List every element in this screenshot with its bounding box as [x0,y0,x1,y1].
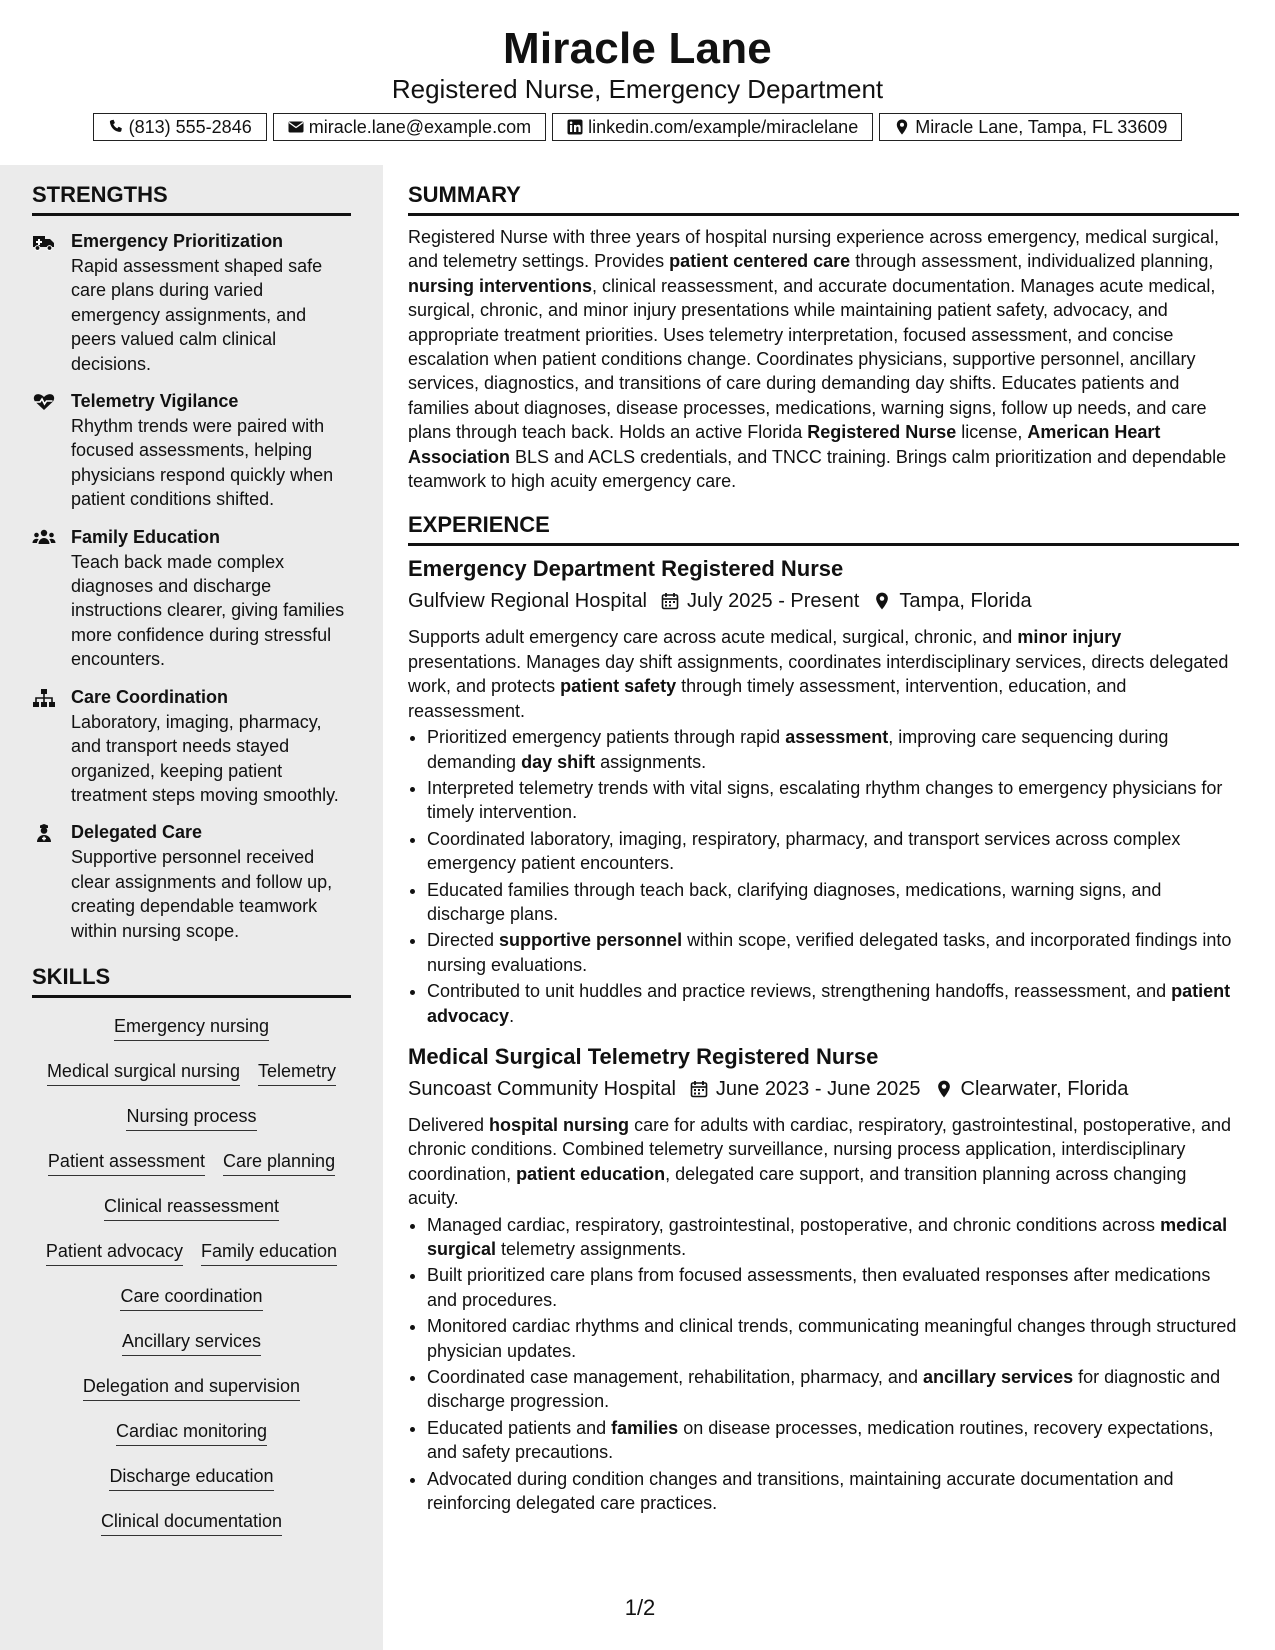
text-run: within scope, verified delegated tasks, and incorporated findings into nursing evaluations. [427,930,1232,975]
heartbeat-icon [32,392,56,412]
strength-desc: Rhythm trends were paired with focused assessments, helping physicians respond quickly when patient conditions shifted. [71,416,334,510]
skill-row [32,1501,351,1546]
text-run: through assessment, individualized planning, [850,251,1214,272]
strength-item [32,524,351,672]
skill-row [32,1231,351,1276]
skill-tag: Patient assessment [48,1149,205,1176]
text-run: telemetry assignments. [496,1239,687,1259]
skill-row [32,1141,351,1186]
contact-email-text: miracle.lane@example.com [308,116,532,137]
job-employer: Suncoast Community Hospital [408,1077,676,1100]
strength-title: Delegated Care [71,822,203,843]
skill-row [32,1456,351,1501]
skill-row [32,1276,351,1321]
emphasis-text: patient education [516,1163,666,1184]
job-location: Clearwater, Florida [960,1077,1129,1100]
text-run: Interpreted telemetry trends with vital signs, escalating rhythm changes to emergency physicians for timely intervention. [427,777,1223,823]
text-run: . [509,1005,515,1026]
emphasis-text: assessment [785,727,889,748]
text-run: presentations. Manages day shift assignments, coordinates interdisciplinary services, directs delegated work, and protects [408,651,1229,697]
skill-tag: Nursing process [126,1104,256,1131]
contact-linkedin[interactable] [552,113,873,141]
map-pin-icon [935,1080,953,1098]
bullet-item [427,827,1239,876]
emphasis-text: nursing interventions [408,275,593,296]
contact-phone[interactable] [93,113,267,141]
emphasis-text: ancillary services [922,1367,1074,1388]
strength-item [32,388,351,512]
skill-tag: Clinical documentation [101,1509,282,1536]
candidate-name: Miracle Lane [503,24,772,73]
text-run: for diagnostic and discharge progression. [427,1367,1221,1412]
bullet-item [427,878,1239,927]
text-run: Monitored cardiac rhythms and clinical trends, communicating meaningful changes through structured physician updates. [427,1316,1237,1361]
strength-item [32,228,351,376]
summary-heading: SUMMARY [408,181,1239,216]
skill-row [32,1186,351,1231]
text-run: , delegated care support, and transition planning across changing acuity. [408,1163,1187,1209]
text-run: Educated families through teach back, clarifying diagnoses, medications, warning signs, and discharge plans. [427,879,1162,924]
skill-row [32,1321,351,1366]
skill-tag: Emergency nursing [114,1014,269,1041]
strength-title: Emergency Prioritization [71,231,284,251]
job-bullets [408,725,1239,1028]
strength-desc: Laboratory, imaging, pharmacy, and transport needs stayed organized, keeping patient treatment steps moving smoothly. [71,711,339,805]
contact-bar [0,113,1275,141]
job-summary [408,1113,1239,1211]
text-run: care for adults with cardiac, respiratory, gastrointestinal, postoperative, and chronic conditions. Combined telemetry surveillance, nursing process application, interdisciplinary coordination, [408,1114,1232,1184]
map-pin-icon [894,119,910,135]
text-run: Advocated during condition changes and transitions, maintaining accurate documentation and reinforcing delegated care practices. [427,1468,1174,1514]
text-run: Built prioritized care plans from focused assessments, then evaluated responses after medications and procedures. [427,1265,1211,1310]
job-entry [408,1042,1239,1516]
text-run: on disease processes, medication routines, recovery expectations, and safety precautions. [427,1417,1214,1463]
strength-title: Family Education [71,526,221,547]
skill-tag: Family education [201,1239,337,1266]
phone-icon [108,119,124,135]
contact-address-text: Miracle Lane, Tampa, FL 33609 [915,116,1168,137]
users-icon [32,528,56,548]
text-run: Educated patients and [427,1417,612,1438]
skill-tag: Ancillary services [122,1329,261,1356]
text-run: , clinical reassessment, and accurate documentation. Manages acute medical, surgical, chronic, and minor injury presentations while maintaining patient safety, advocacy, and appropriate treatment priorities. Uses telemetry interpretation, focused assessment, and concise escalation when patient conditions change. Coordinates physicians, supportive personnel, ancillary services, diagnostics, and transitions of care during demanding day shifts. Educates patients and families about diagnoses, disease processes, medications, warning signs, follow up needs, and care plans through teach back. Holds an active Florida [408,275,1216,443]
sidebar [0,165,383,1650]
strength-desc: Rapid assessment shaped safe care plans during varied emergency assignments, and peers valued calm clinical decisions. [71,256,323,374]
skills-list [32,1006,351,1546]
skill-tag: Cardiac monitoring [116,1419,267,1446]
main-column [408,181,1239,1517]
text-run: Supports adult emergency care across acute medical, surgical, chronic, and [408,627,1018,648]
skill-tag: Clinical reassessment [104,1194,279,1221]
skill-row [32,1006,351,1051]
skill-tag: Delegation and supervision [83,1374,300,1401]
ambulance-icon [32,232,56,252]
envelope-icon [288,119,304,135]
emphasis-text: patient centered care [669,251,851,272]
bullet-item [427,1213,1239,1262]
summary-text [408,225,1239,493]
emphasis-text: hospital nursing [489,1114,630,1135]
contact-linkedin-text: linkedin.com/example/miraclelane [588,116,859,137]
contact-email[interactable] [273,113,546,141]
contact-address[interactable] [879,113,1182,141]
bullet-item [427,928,1239,977]
strength-title: Care Coordination [71,686,229,707]
linkedin-icon [567,119,583,135]
emphasis-text: patient advocacy [427,981,1231,1026]
job-entry [408,554,1239,1028]
bullet-item [427,979,1239,1028]
emphasis-text: medical surgical [427,1214,1228,1259]
emphasis-text: families [611,1417,679,1438]
text-run: Contributed to unit huddles and practice reviews, strengthening handoffs, reassessment, and [427,981,1172,1002]
job-summary [408,625,1239,723]
emphasis-text: American Heart Association [408,422,1161,467]
job-title: Medical Surgical Telemetry Registered Nurse [408,1043,879,1069]
skill-tag: Patient advocacy [46,1239,183,1266]
strength-item [32,819,351,943]
text-run: assignments. [595,751,707,772]
job-employer: Gulfview Regional Hospital [408,590,648,613]
text-run: through timely assessment, intervention, education, and reassessment. [408,676,1127,721]
skill-row [32,1411,351,1456]
job-location: Tampa, Florida [899,590,1032,613]
job-dates: July 2025 - Present [687,590,860,613]
skill-tag: Medical surgical nursing [47,1059,240,1086]
job-meta [408,586,1239,616]
emphasis-text: minor injury [1017,627,1122,648]
emphasis-text: patient safety [560,676,677,697]
bullet-item [427,1416,1239,1465]
text-run: Coordinated laboratory, imaging, respiratory, pharmacy, and transport services across complex emergency patient encounters. [427,828,1181,874]
strength-desc: Teach back made complex diagnoses and discharge instructions clearer, giving families more confidence during stressful encounters. [71,551,345,670]
experience-heading: EXPERIENCE [408,511,1239,546]
bullet-item [427,1467,1239,1516]
job-title: Emergency Department Registered Nurse [408,556,844,582]
emphasis-text: Registered Nurse [807,422,957,443]
skill-tag: Care planning [223,1149,335,1176]
text-run: Directed [427,930,500,951]
text-run: BLS and ACLS credentials, and TNCC training. Brings calm prioritization and dependable teamwork to high acuity emergency care. [408,446,1227,492]
job-dates: June 2023 - June 2025 [715,1077,921,1100]
contact-phone-text: (813) 555-2846 [128,116,252,137]
skill-tag: Telemetry [258,1059,336,1086]
text-run: license, [956,422,1028,443]
bullet-item [427,1365,1239,1414]
strength-title: Telemetry Vigilance [71,391,239,412]
strength-item [32,684,351,808]
map-pin-icon [873,592,891,610]
job-meta [408,1074,1239,1104]
text-run: , improving care sequencing during demanding [427,727,1169,772]
skill-row [32,1051,351,1096]
skill-tag: Care coordination [120,1284,262,1311]
skill-tag: Discharge education [109,1464,273,1491]
skill-row [32,1096,351,1141]
text-run: Managed cardiac, respiratory, gastrointestinal, postoperative, and chronic conditions across [427,1214,1161,1235]
bullet-item [427,1263,1239,1312]
job-title-headline: Registered Nurse, Emergency Department [391,74,884,104]
skill-row [32,1366,351,1411]
text-run: Prioritized emergency patients through rapid [427,727,786,748]
calendar-icon [661,592,679,610]
calendar-icon [690,1080,708,1098]
sitemap-icon [32,688,56,708]
emphasis-text: day shift [521,751,596,772]
text-run: Registered Nurse with three years of hospital nursing experience across emergency, medical surgical, and telemetry settings. Provides [408,227,1220,272]
text-run: Coordinated case management, rehabilitation, pharmacy, and [427,1367,923,1388]
nurse-icon [32,823,56,843]
strengths-heading: STRENGTHS [32,181,351,216]
text-run: Delivered [408,1114,490,1135]
emphasis-text: supportive personnel [499,930,683,951]
bullet-item [427,776,1239,825]
job-bullets [408,1213,1239,1516]
bullet-item [427,725,1239,774]
page-number: 1/2 [624,1595,656,1620]
skills-heading: SKILLS [32,963,351,998]
strength-desc: Supportive personnel received clear assignments and follow up, creating dependable teamwork within nursing scope. [71,847,333,941]
bullet-item [427,1314,1239,1363]
